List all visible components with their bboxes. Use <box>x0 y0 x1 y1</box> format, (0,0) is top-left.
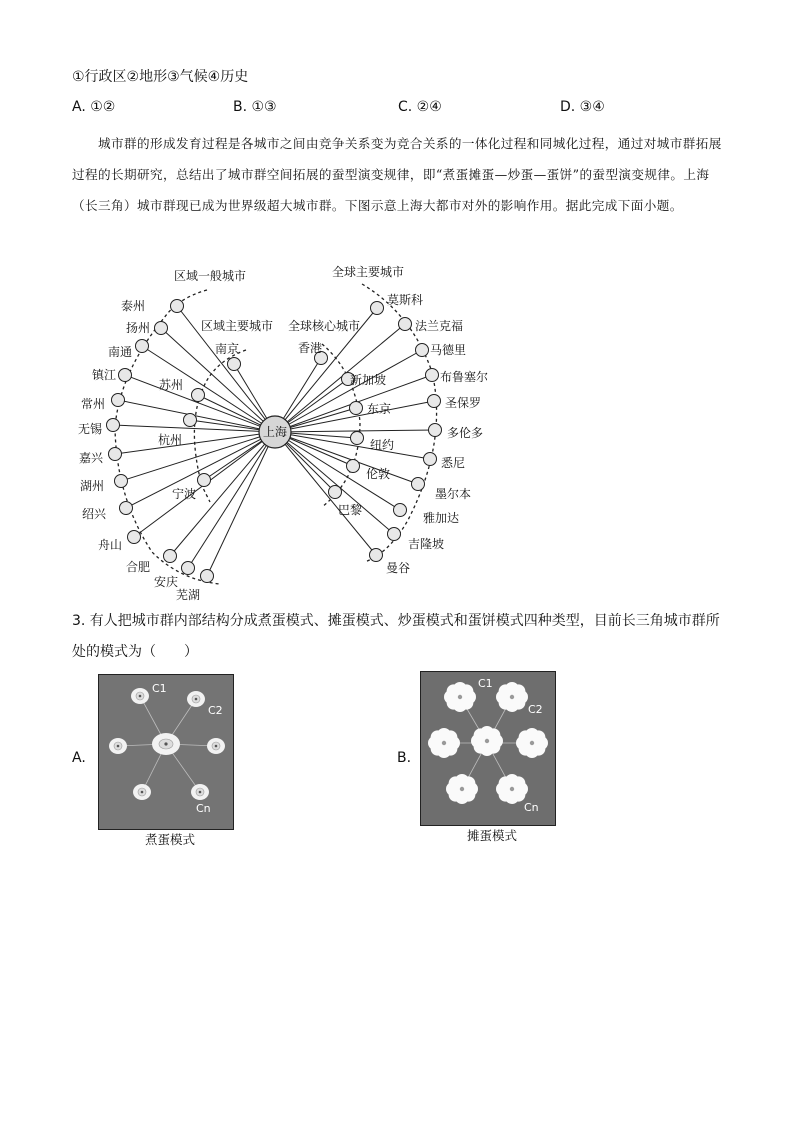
label-regional-general-2: 南通 <box>107 345 132 359</box>
label-global-major-3: 布鲁塞尔 <box>440 370 489 384</box>
label-global-major-8: 雅加达 <box>423 511 460 525</box>
label-global-major-5: 多伦多 <box>447 426 484 440</box>
node-global-major-4 <box>428 395 441 408</box>
category-label-regional-general: 区域一般城市 <box>173 269 247 283</box>
spoke-regional-general-7 <box>121 432 275 481</box>
label-regional-general-9: 舟山 <box>97 538 122 552</box>
spoke-regional-general-4 <box>118 400 275 432</box>
node-regional-general-0 <box>171 300 184 313</box>
node-global-major-7 <box>412 478 425 491</box>
label-regional-major-1: 苏州 <box>158 378 183 392</box>
node-regional-general-11 <box>182 562 195 575</box>
boiled-egg-lower-left <box>133 784 151 800</box>
option-b-letter[interactable]: B. <box>397 750 412 766</box>
fried-egg-4 <box>516 728 548 758</box>
option-b-figure[interactable] <box>420 671 556 826</box>
option-b-caption: 摊蛋模式 <box>467 828 518 843</box>
label-global-core-4: 伦敦 <box>366 467 391 481</box>
label-regional-general-7: 湖州 <box>79 479 104 493</box>
node-regional-general-9 <box>128 531 141 544</box>
boiled-egg-left <box>109 738 127 754</box>
node-regional-major-0 <box>228 358 241 371</box>
category-label-global-core: 全球核心城市 <box>287 319 361 333</box>
node-global-major-5 <box>429 424 442 437</box>
node-regional-general-6 <box>109 448 122 461</box>
fried-egg-6 <box>496 774 528 804</box>
label-global-major-7: 墨尔本 <box>435 487 472 501</box>
label-global-core-2: 东京 <box>367 402 392 416</box>
fried-egg-0 <box>444 682 476 712</box>
spoke-regional-general-11 <box>188 432 275 568</box>
node-regional-general-3 <box>119 369 132 382</box>
boiled-egg-c2 <box>187 691 205 707</box>
category-label-global-major: 全球主要城市 <box>331 265 405 279</box>
label-regional-general-12: 芜湖 <box>175 588 200 602</box>
fried-egg-2 <box>428 728 460 758</box>
label-regional-general-0: 泰州 <box>120 299 145 313</box>
question3-text: 3. 有人把城市群内部结构分成煮蛋模式、摊蛋模式、炒蛋模式和蛋饼模式四种类型，目前长三角城市群所处的模式为（ ） <box>72 613 720 660</box>
label-global-major-9: 吉隆坡 <box>408 537 445 551</box>
node-regional-major-1 <box>192 389 205 402</box>
option-a-figure[interactable] <box>98 674 234 830</box>
label-regional-general-5: 无锡 <box>77 422 102 436</box>
node-global-major-8 <box>394 504 407 517</box>
figure-b-label-c2: C2 <box>528 703 543 716</box>
label-regional-general-1: 扬州 <box>125 321 150 335</box>
boiled-egg-right <box>207 738 225 754</box>
node-regional-general-10 <box>164 550 177 563</box>
node-regional-general-1 <box>155 322 168 335</box>
node-global-major-0 <box>371 302 384 315</box>
figure-b-label-cn: Cn <box>524 801 539 814</box>
fried-egg-1 <box>496 682 528 712</box>
label-regional-general-4: 常州 <box>80 397 105 411</box>
label-global-core-1: 新加坡 <box>350 373 387 387</box>
choice-c[interactable]: C. ②④ <box>398 99 442 115</box>
node-regional-general-2 <box>136 340 149 353</box>
spoke-regional-general-8 <box>126 432 275 508</box>
label-global-major-6: 悉尼 <box>441 456 466 470</box>
node-global-major-10 <box>370 549 383 562</box>
node-global-core-3 <box>351 432 364 445</box>
label-regional-general-3: 镇江 <box>91 368 116 382</box>
node-regional-major-2 <box>184 414 197 427</box>
node-global-major-3 <box>426 369 439 382</box>
node-regional-general-4 <box>112 394 125 407</box>
label-regional-general-6: 嘉兴 <box>78 451 103 465</box>
fried-egg-5 <box>446 774 478 804</box>
label-regional-general-8: 绍兴 <box>81 507 106 521</box>
figure-a-label-c1: C1 <box>152 682 167 695</box>
diagram-labels <box>78 264 488 602</box>
label-regional-major-3: 宁波 <box>172 487 197 501</box>
label-global-major-4: 圣保罗 <box>445 396 482 410</box>
shanghai-influence-diagram <box>60 262 510 602</box>
boiled-egg-center <box>152 733 180 755</box>
boiled-egg-cn <box>191 784 209 800</box>
spoke-regional-general-12 <box>207 432 275 576</box>
fried-egg-3 <box>471 726 503 756</box>
choice-a[interactable]: A. ①② <box>72 99 116 115</box>
node-global-major-9 <box>388 528 401 541</box>
figure-a-label-c2: C2 <box>208 704 223 717</box>
node-regional-general-7 <box>115 475 128 488</box>
intro-paragraph: 城市群的形成发育过程是各城市之间由竞争关系变为竞合关系的一体化过程和同城化过程，通过对城市群拓展过程的长期研究，总结出了城市群空间拓展的蚕型演变规律，即“煮蛋摊蛋—炒蛋—蛋饼”的蚕型演变规律。上海（长三角）城市群现已成为世界级超大城市群。下图示意上海大都市对外的影响作用。据此完成下面小题。 <box>72 136 722 213</box>
label-regional-general-11: 安庆 <box>153 575 178 589</box>
label-regional-general-10: 合肥 <box>125 560 150 574</box>
label-global-core-5: 巴黎 <box>338 503 363 517</box>
node-global-core-4 <box>347 460 360 473</box>
label-global-major-10: 曼谷 <box>386 561 411 575</box>
node-global-core-2 <box>350 402 363 415</box>
node-regional-general-12 <box>201 570 214 583</box>
label-global-core-3: 纽约 <box>370 438 395 452</box>
spoke-global-major-2 <box>275 350 422 432</box>
label-regional-major-2: 杭州 <box>157 433 182 447</box>
center-label: 上海 <box>262 425 288 439</box>
label-global-core-0: 香港 <box>297 341 323 355</box>
node-global-core-5 <box>329 486 342 499</box>
node-global-major-6 <box>424 453 437 466</box>
category-label-regional-major: 区域主要城市 <box>200 319 274 333</box>
option-a-caption: 煮蛋模式 <box>145 832 196 847</box>
choice-d[interactable]: D. ③④ <box>560 99 605 115</box>
label-global-major-1: 法兰克福 <box>415 319 464 333</box>
figure-a-label-cn: Cn <box>196 802 211 815</box>
label-regional-major-0: 南京 <box>214 342 240 356</box>
label-global-major-0: 莫斯科 <box>387 293 424 307</box>
node-regional-general-5 <box>107 419 120 432</box>
node-global-major-1 <box>399 318 412 331</box>
question2-item-list: ①行政区②地形③气候④历史 <box>72 69 249 85</box>
boiled-egg-c1 <box>131 688 149 704</box>
label-global-major-2: 马德里 <box>430 343 467 357</box>
figure-b-label-c1: C1 <box>478 677 493 690</box>
option-a-letter[interactable]: A. <box>72 750 86 766</box>
node-global-major-2 <box>416 344 429 357</box>
node-regional-major-3 <box>198 474 211 487</box>
choice-b[interactable]: B. ①③ <box>233 99 277 115</box>
node-regional-general-8 <box>120 502 133 515</box>
